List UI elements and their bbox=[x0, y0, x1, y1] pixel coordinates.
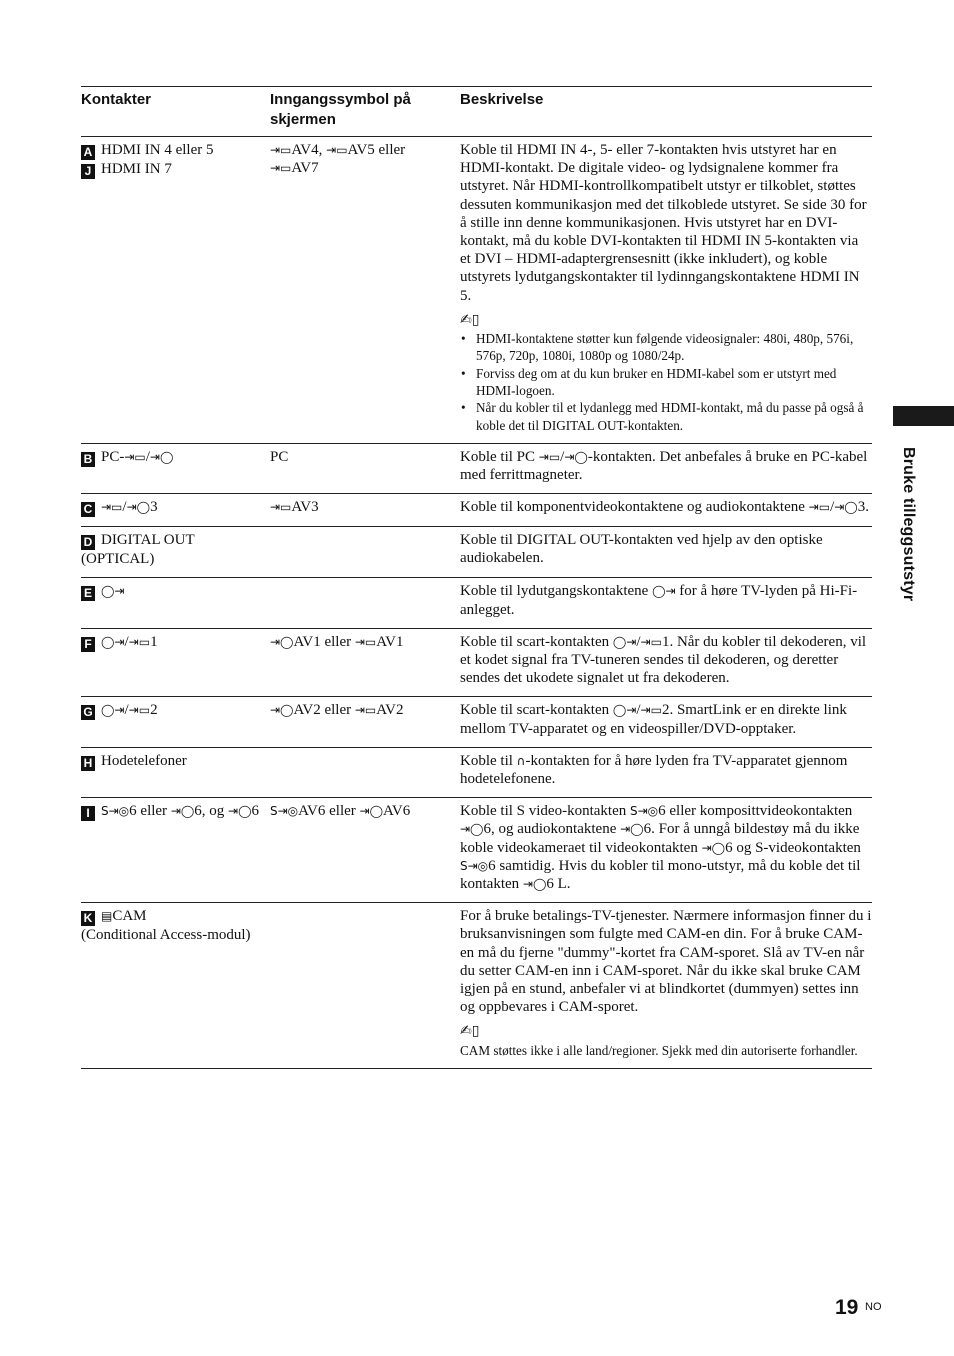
section-title: Bruke tilleggsutstyr bbox=[900, 447, 917, 602]
callout-label: A bbox=[81, 145, 95, 160]
composite-input-icon: ⇥◯ bbox=[270, 703, 294, 718]
callout-label: B bbox=[81, 452, 95, 467]
table-row: F ◯⇥/⇥▭1 ⇥◯AV1 eller ⇥▭AV1 Koble til scart-kontakten ◯⇥/⇥▭1. Når du kobler til dekoderen, vil et kodet signal fra TV-tuneren sendes til dekoderen, og deretter sendes det ukodete signalet ut fra dekoderen. bbox=[81, 629, 872, 698]
table-row: B PC-⇥▭/⇥◯ PC Koble til PC ⇥▭/⇥◯-kontakten. Det anbefales å bruke en PC-kabel med ferrittmagneter. bbox=[81, 444, 872, 494]
table-row: H Hodetelefoner Koble til ∩-kontakten for å høre lyden fra TV-apparatet gjennom hodetelefonene. bbox=[81, 748, 872, 798]
section-tab-marker bbox=[893, 406, 954, 426]
audio-input-icon: ⇥◯ bbox=[149, 449, 174, 464]
callout-label: K bbox=[81, 911, 95, 926]
scart-output-icon: ◯⇥ bbox=[101, 703, 125, 718]
note-icon: ✍▯ bbox=[460, 1023, 480, 1040]
svideo-input-icon: S⇥◎ bbox=[270, 804, 299, 819]
composite-input-icon: ⇥◯ bbox=[460, 822, 484, 837]
cam-icon: ▤ bbox=[101, 909, 113, 924]
headphones-icon: ∩ bbox=[516, 753, 526, 768]
table-row: A HDMI IN 4 eller 5 J HDMI IN 7 ⇥▭AV4, ⇥▭AV5 eller ⇥▭AV7 Koble til HDMI IN 4-, 5- eller 7-kontakten hvis utstyret har en HDMI-kontakt. De digitale video- og lydsignalene kommer fra utstyret. Når HDMI-kontrollkompatibelt utstyr er tilkoblet, støttes dessuten kommunikasjon med det tilkoblede utstyret. Se side 30 for å stille inn denne kommunikasjonen. Hvis utstyret har en DVI-kontakt, må du koble DVI-kontakten til HDMI IN 5-kontakten via et DVI – HDMI-adaptergrensesnitt (ikke inkludert), og koble utstyrets lydutgangskontakter til lydinngangskontaktene HDMI IN 5. ✍▯ • HDMI-kontaktene støtter kun følgende videosignaler: 480i, 480p, 576i, 576p, 720p, 1080i, 1080p og 1080/24p. • Forviss deg om at du kun bruker en HDMI-kabel som er utstyrt med HDMI-logoen. • Når du kobler til et lydanlegg med HDMI-kontakt, må du passe på også å koble det til DIGITAL OUT-kontakten. bbox=[81, 137, 872, 444]
hdmi-input-icon: ⇥▭ bbox=[270, 161, 292, 176]
scart-input-icon: ⇥▭ bbox=[128, 634, 151, 649]
audio-input-icon: ⇥◯ bbox=[834, 500, 858, 515]
composite-input-icon: ⇥◯ bbox=[359, 804, 384, 819]
callout-label: E bbox=[81, 586, 95, 601]
scart-input-icon: ⇥▭ bbox=[354, 634, 377, 649]
header-inngangssymbol: Inngangssymbol på skjermen bbox=[270, 91, 411, 128]
svideo-input-icon: S⇥◎ bbox=[101, 804, 130, 819]
list-item: • HDMI-kontaktene støtter kun følgende videosignaler: 480i, 480p, 576i, 576p, 720p, 1080i, 1080p og 1080/24p. bbox=[460, 330, 872, 365]
table-row: G ◯⇥/⇥▭2 ⇥◯AV2 eller ⇥▭AV2 Koble til scart-kontakten ◯⇥/⇥▭2. SmartLink er en direkte link mellom TV-apparatet og en videospiller/DVD-opptaker. bbox=[81, 697, 872, 747]
audio-output-icon: ◯⇥ bbox=[652, 584, 676, 599]
composite-input-icon: ⇥◯ bbox=[170, 804, 195, 819]
header-beskrivelse: Beskrivelse bbox=[460, 91, 544, 108]
pc-input-icon: ⇥▭ bbox=[538, 449, 561, 464]
scart-input-icon: ⇥▭ bbox=[128, 703, 151, 718]
component-input-icon: ⇥▭ bbox=[101, 500, 123, 515]
callout-label: G bbox=[81, 705, 95, 720]
callout-label: F bbox=[81, 637, 95, 652]
connector-table bbox=[81, 86, 872, 1069]
table-row: C ⇥▭/⇥◯3 ⇥▭AV3 Koble til komponentvideokontaktene og audiokontaktene ⇥▭/⇥◯3. bbox=[81, 494, 872, 527]
note-text: CAM støttes ikke i alle land/regioner. Sjekk med din autoriserte forhandler. bbox=[460, 1042, 858, 1058]
note-icon: ✍▯ bbox=[460, 311, 480, 328]
table-row: I S⇥◎6 eller ⇥◯6, og ⇥◯6 S⇥◎AV6 eller ⇥◯AV6 Koble til S video-kontakten S⇥◎6 eller komposittvideokontakten ⇥◯6, og audiokontaktene ⇥◯6. For å unngå bildestøy må du ikke koble videokameraet til videokontakten ⇥◯6 og S-videokontakten S⇥◎6 samtidig. Hvis du kobler til mono-utstyr, må du koble det til kontakten ⇥◯6 L. bbox=[81, 798, 872, 903]
scart-input-icon: ⇥▭ bbox=[640, 634, 662, 649]
list-item: • Når du kobler til et lydanlegg med HDMI-kontakt, må du passe på også å koble det til DIGITAL OUT-kontakten. bbox=[460, 399, 872, 434]
svideo-input-icon: S⇥◎ bbox=[629, 804, 659, 819]
audio-input-icon: ⇥◯ bbox=[522, 877, 547, 892]
composite-input-icon: ⇥◯ bbox=[270, 634, 294, 649]
scart-output-icon: ◯⇥ bbox=[612, 703, 637, 718]
scart-output-icon: ◯⇥ bbox=[101, 634, 125, 649]
callout-label: D bbox=[81, 535, 95, 550]
scart-input-icon: ⇥▭ bbox=[640, 703, 662, 718]
list-item: • Forviss deg om at du kun bruker en HDMI-kabel som er utstyrt med HDMI-logoen. bbox=[460, 365, 872, 400]
hdmi-input-icon: ⇥▭ bbox=[270, 143, 292, 157]
callout-label: J bbox=[81, 164, 95, 179]
audio-input-icon: ⇥◯ bbox=[228, 804, 252, 819]
callout-label: C bbox=[81, 502, 95, 517]
component-input-icon: ⇥▭ bbox=[270, 500, 292, 515]
note-list bbox=[460, 330, 872, 434]
scart-output-icon: ◯⇥ bbox=[612, 634, 637, 649]
callout-label: I bbox=[81, 806, 95, 821]
callout-label: H bbox=[81, 756, 95, 771]
table-row: K ▤CAM (Conditional Access-modul) For å bruke betalings-TV-tjenester. Nærmere informasjon finner du i bruksanvisningen som fulgte med CAM-en din. For å bruke CAM-en må du fjerne "dummy"-kortet fra CAM-sporet. Slå av TV-en når du setter CAM-en inn i CAM-sporet. Når du ikke skal bruke CAM igjen på en stund, anbefaler vi at blindkortet (dummyen) settes inn og oppbevares i CAM-sporet. ✍▯ CAM støttes ikke i alle land/regioner. Sjekk med din autoriserte forhandler. bbox=[81, 908, 872, 1058]
hdmi-input-icon: ⇥▭ bbox=[326, 143, 348, 157]
description: Koble til HDMI IN 4-, 5- eller 7-kontakten hvis utstyret har en HDMI-kontakt. De digitale video- og lydsignalene kommer fra utstyret. Når HDMI-kontrollkompatibelt utstyr er tilkoblet, støttes dessuten kommunikasjon med det tilkoblede utstyret. Se side 30 for å stille inn denne kommunikasjonen. Hvis utstyret har en DVI-kontakt, må du koble DVI-kontakten til HDMI IN 5-kontakten via et DVI – HDMI-adaptergrensesnitt (ikke inkludert), og koble utstyrets lydutgangskontakter til lydinngangskontaktene HDMI IN 5. bbox=[460, 142, 867, 304]
page-language: NO bbox=[865, 1301, 882, 1313]
table-row: D DIGITAL OUT (OPTICAL) Koble til DIGITAL OUT-kontakten ved hjelp av den optiske audiokabelen. bbox=[81, 527, 872, 578]
audio-input-icon: ⇥◯ bbox=[620, 822, 644, 837]
table-row: E ◯⇥ Koble til lydutgangskontaktene ◯⇥ for å høre TV-lyden på Hi-Fi-anlegget. bbox=[81, 578, 872, 628]
description: For å bruke betalings-TV-tjenester. Nærmere informasjon finner du i bruksanvisningen som fulgte med CAM-en din. For å bruke CAM-en må du fjerne "dummy"-kortet fra CAM-sporet. Slå av TV-en når du setter CAM-en inn i CAM-sporet. Når du ikke skal bruke CAM igjen på en stund, anbefaler vi at blindkortet (dummyen) settes inn og oppbevares i CAM-sporet. bbox=[460, 908, 872, 1016]
composite-input-icon: ⇥◯ bbox=[701, 840, 726, 855]
audio-output-icon: ◯⇥ bbox=[101, 584, 125, 599]
header-kontakter: Kontakter bbox=[81, 91, 152, 108]
audio-input-icon: ⇥◯ bbox=[126, 500, 151, 515]
audio-input-icon: ⇥◯ bbox=[564, 449, 588, 464]
page-number: 19 bbox=[835, 1296, 859, 1319]
component-input-icon: ⇥▭ bbox=[808, 500, 831, 515]
scart-input-icon: ⇥▭ bbox=[354, 703, 377, 718]
pc-input-icon: ⇥▭ bbox=[124, 449, 146, 464]
table-header bbox=[81, 87, 872, 137]
svideo-input-icon: S⇥◎ bbox=[460, 858, 489, 873]
